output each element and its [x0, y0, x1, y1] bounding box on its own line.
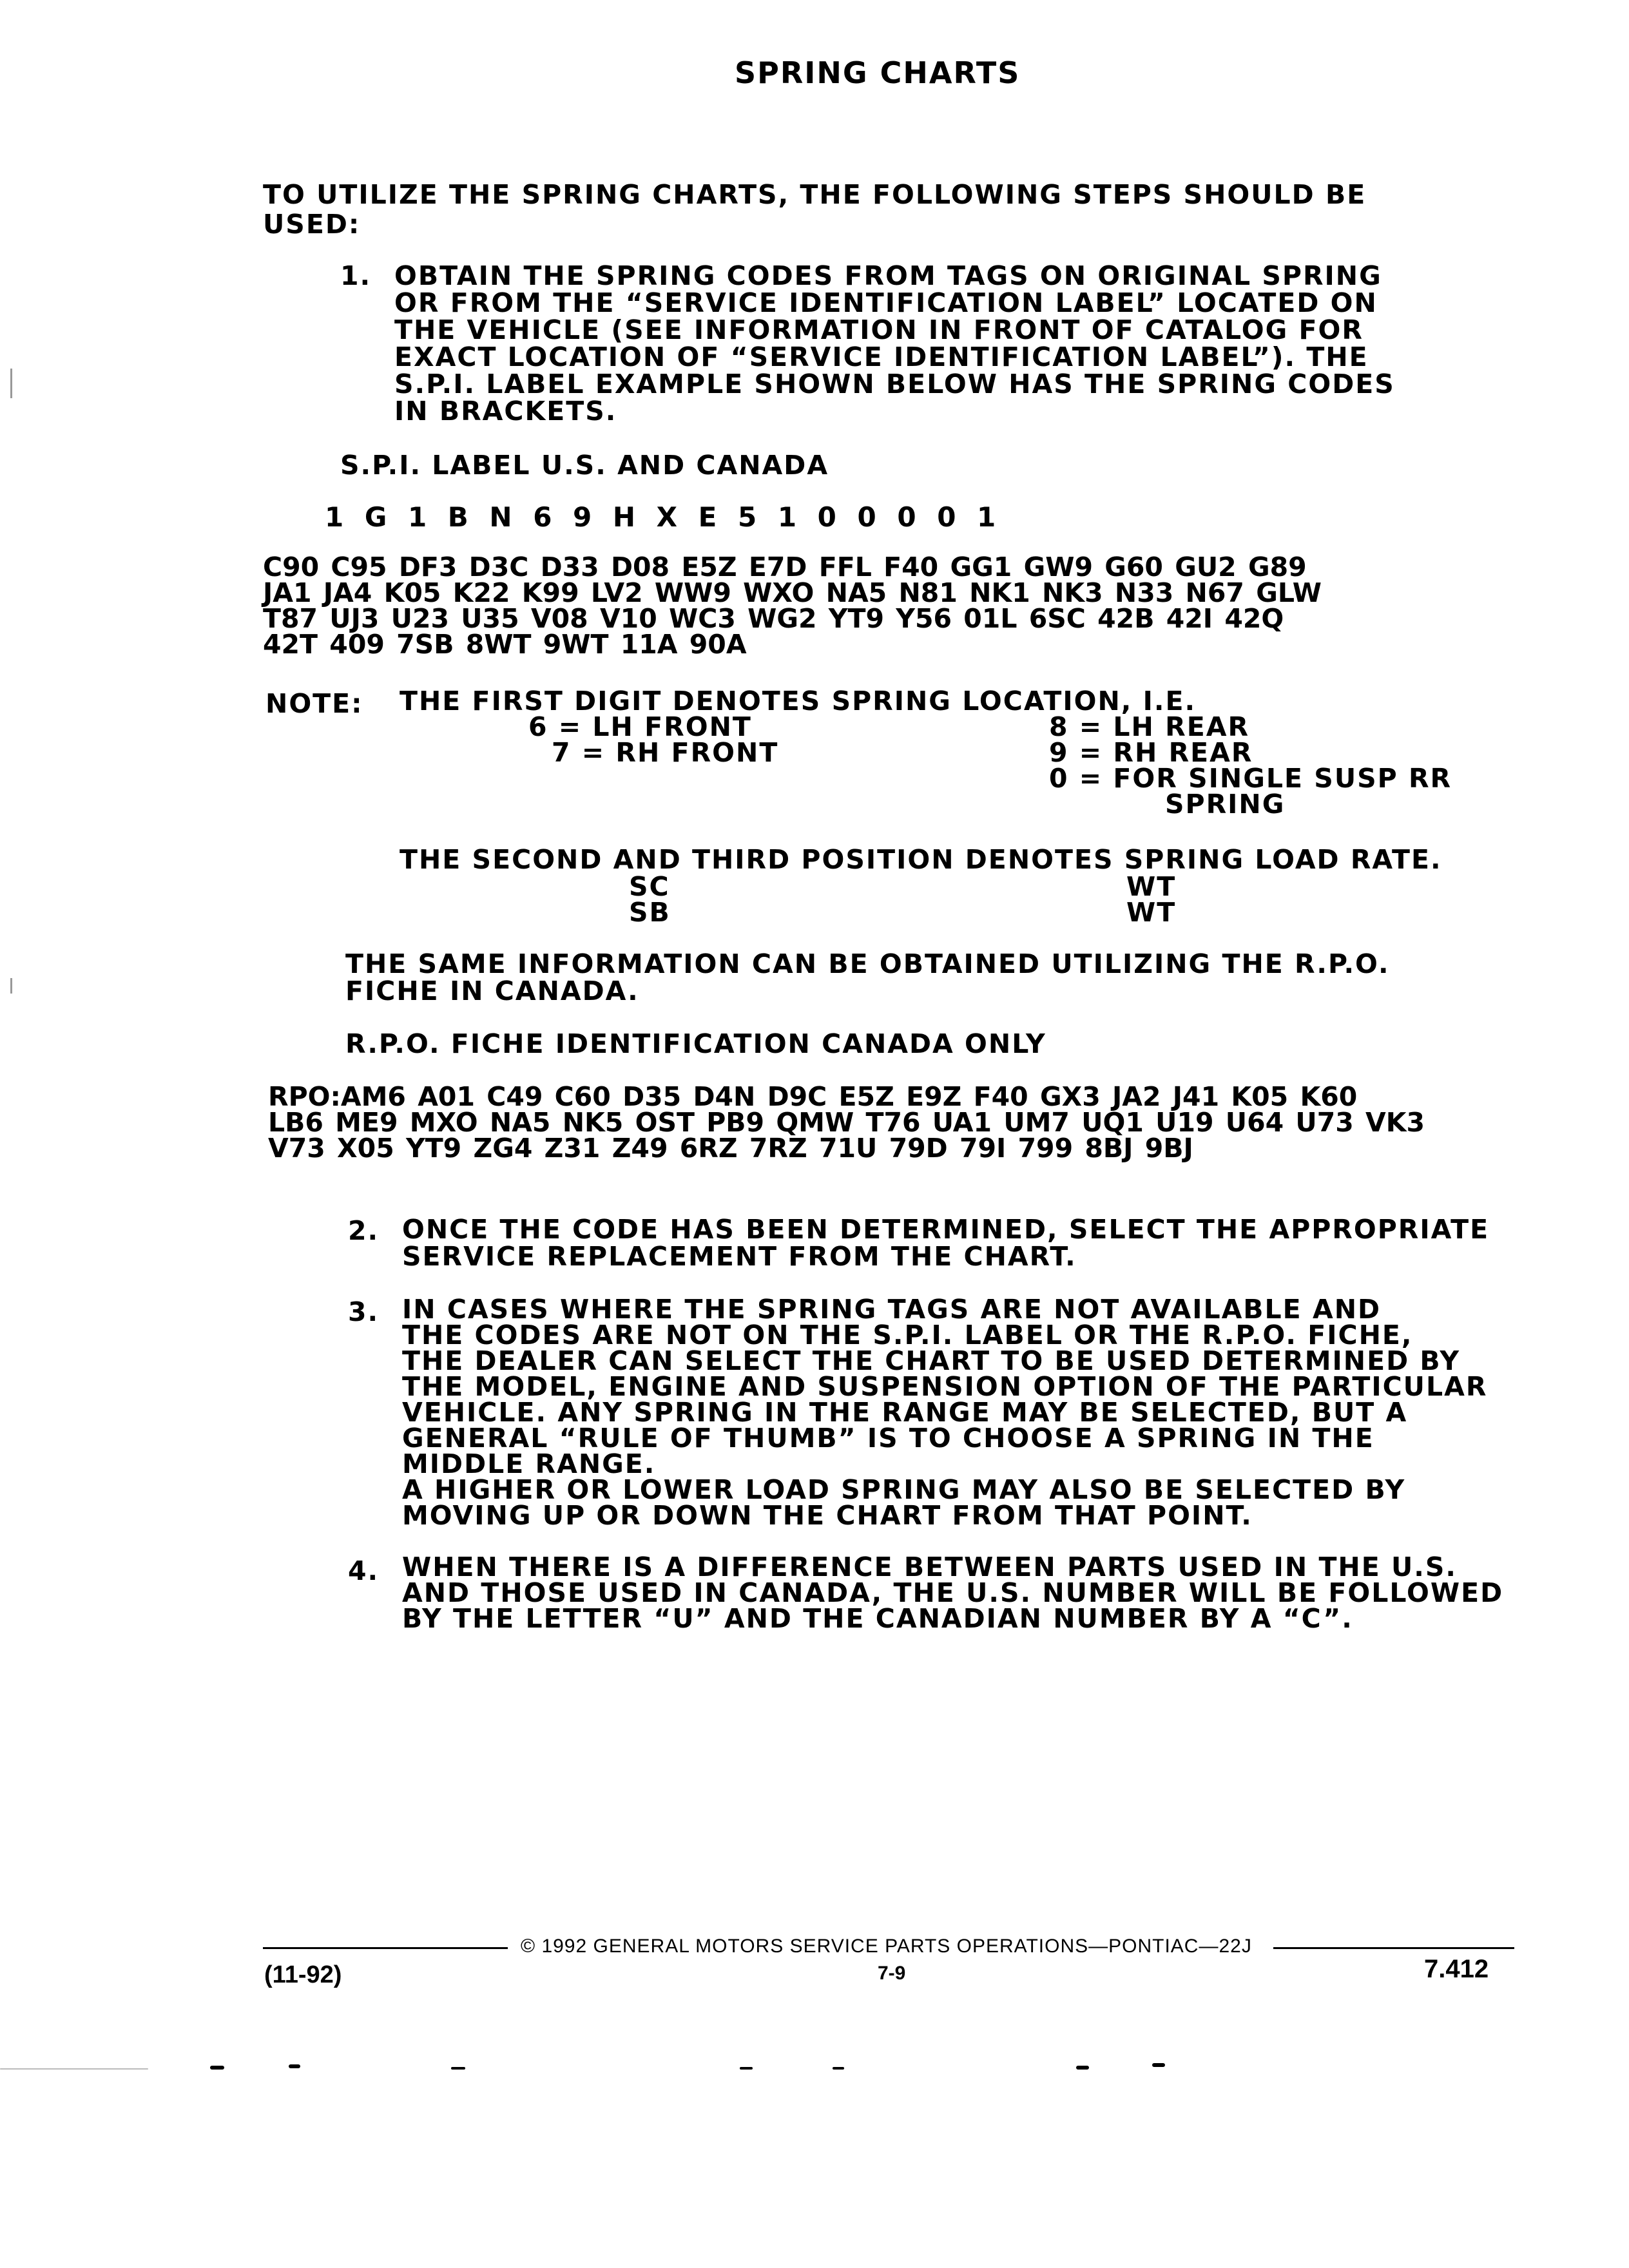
scan-artifact	[0, 2068, 148, 2070]
footer-rule-left	[263, 1947, 508, 1949]
step-3-line: VEHICLE. ANY SPRING IN THE RANGE MAY BE SELECTED, BUT A	[402, 1397, 1408, 1428]
step-3-number: 3.	[348, 1296, 380, 1327]
step-3-line: GENERAL “RULE OF THUMB” IS TO CHOOSE A SPRING IN THE	[402, 1423, 1374, 1454]
step-3-line: THE MODEL, ENGINE AND SUSPENSION OPTION OF THE PARTICULAR	[402, 1371, 1488, 1402]
rate-left: SB	[629, 897, 671, 928]
step-3-line: MIDDLE RANGE.	[402, 1448, 656, 1479]
rpo-heading: R.P.O. FICHE IDENTIFICATION CANADA ONLY	[345, 1028, 1046, 1059]
footer-rule-right	[1273, 1947, 1514, 1949]
footer-date: (11-92)	[264, 1961, 342, 1988]
step-4-line: AND THOSE USED IN CANADA, THE U.S. NUMBER WILL BE FOLLOWED	[402, 1577, 1504, 1608]
page-title: SPRING CHARTS	[735, 55, 1021, 90]
step-1-line: THE VEHICLE (SEE INFORMATION IN FRONT OF CATALOG FOR	[394, 314, 1364, 345]
note-label: NOTE:	[265, 688, 363, 719]
note-location-right: SPRING	[1165, 789, 1286, 820]
spi-codes-row: T87 UJ3 U23 U35 V08 V10 WC3 WG2 YT9 Y56 01L 6SC 42B 42I 42Q	[263, 603, 1284, 634]
vin-number: 1 G 1 B N 6 9 H X E 5 1 0 0 0 0 1	[325, 501, 998, 533]
step-1-number: 1.	[340, 260, 372, 291]
note-location-left: 6 = LH FRONT	[528, 711, 752, 742]
step-4-line: WHEN THERE IS A DIFFERENCE BETWEEN PARTS USED IN THE U.S.	[402, 1552, 1457, 1582]
step-1-line: OBTAIN THE SPRING CODES FROM TAGS ON ORIGINAL SPRING	[394, 260, 1382, 291]
spi-codes-row: C90 C95 DF3 D3C D33 D08 E5Z E7D FFL F40 GG1 GW9 G60 GU2 G89	[263, 552, 1307, 582]
note-location-right: 9 = RH REAR	[1049, 737, 1253, 768]
scan-artifact	[833, 2067, 844, 2070]
step-4-line: BY THE LETTER “U” AND THE CANADIAN NUMBER BY A “C”.	[402, 1603, 1353, 1634]
step-2-line: ONCE THE CODE HAS BEEN DETERMINED, SELECT THE APPROPRIATE	[402, 1214, 1490, 1245]
note-location-left: 7 = RH FRONT	[552, 737, 779, 768]
spi-codes-row: JA1 JA4 K05 K22 K99 LV2 WW9 WXO NA5 N81 NK1 NK3 N33 N67 GLW	[263, 577, 1322, 608]
step-1-line: EXACT LOCATION OF “SERVICE IDENTIFICATION LABEL”). THE	[394, 341, 1369, 372]
note-location-right: 0 = FOR SINGLE SUSP RR	[1049, 763, 1452, 794]
step-3-line: A HIGHER OR LOWER LOAD SPRING MAY ALSO BE SELECTED BY	[402, 1474, 1406, 1505]
scan-artifact	[740, 2067, 753, 2070]
intro-line-1: TO UTILIZE THE SPRING CHARTS, THE FOLLOWING STEPS SHOULD BE	[263, 179, 1367, 210]
step-3-line: THE DEALER CAN SELECT THE CHART TO BE USED DETERMINED BY	[402, 1345, 1461, 1376]
scan-artifact	[210, 2066, 224, 2070]
scan-artifact	[10, 369, 12, 398]
rate-left: SC	[629, 871, 670, 902]
footer-copyright: © 1992 GENERAL MOTORS SERVICE PARTS OPERATIONS—PONTIAC—22J	[521, 1936, 1252, 1957]
step-3-line: MOVING UP OR DOWN THE CHART FROM THAT POINT.	[402, 1500, 1253, 1531]
rpo-intro-line: FICHE IN CANADA.	[345, 975, 639, 1006]
spi-label-heading: S.P.I. LABEL U.S. AND CANADA	[340, 450, 829, 481]
scan-artifact	[451, 2067, 465, 2070]
rpo-codes-row: LB6 ME9 MXO NA5 NK5 OST PB9 QMW T76 UA1 UM7 UQ1 U19 U64 U73 VK3	[268, 1107, 1425, 1138]
scan-artifact	[1076, 2066, 1089, 2070]
step-1-line: OR FROM THE “SERVICE IDENTIFICATION LABEL” LOCATED ON	[394, 287, 1378, 318]
scan-artifact	[10, 978, 12, 994]
footer-section-number: 7.412	[1424, 1955, 1489, 1983]
note-location-right: 8 = LH REAR	[1049, 711, 1250, 742]
step-1-line: S.P.I. LABEL EXAMPLE SHOWN BELOW HAS THE SPRING CODES	[394, 369, 1395, 399]
spi-codes-row: 42T 409 7SB 8WT 9WT 11A 90A	[263, 629, 747, 660]
note-second-third: THE SECOND AND THIRD POSITION DENOTES SPRING LOAD RATE.	[400, 844, 1442, 875]
footer-page-number: 7-9	[878, 1963, 906, 1984]
intro-line-2: USED:	[263, 209, 361, 240]
rpo-codes-row: RPO:AM6 A01 C49 C60 D35 D4N D9C E5Z E9Z F40 GX3 JA2 J41 K05 K60	[268, 1081, 1358, 1112]
step-3-line: IN CASES WHERE THE SPRING TAGS ARE NOT AVAILABLE AND	[402, 1294, 1382, 1325]
step-4-number: 4.	[348, 1555, 380, 1586]
scan-artifact	[289, 2064, 300, 2068]
step-2-number: 2.	[348, 1215, 380, 1246]
rpo-codes-row: V73 X05 YT9 ZG4 Z31 Z49 6RZ 7RZ 71U 79D 79I 799 8BJ 9BJ	[268, 1133, 1193, 1164]
step-1-line: IN BRACKETS.	[394, 396, 617, 427]
note-first-digit: THE FIRST DIGIT DENOTES SPRING LOCATION, I.E.	[400, 686, 1197, 716]
rate-right: WT	[1126, 871, 1177, 902]
step-2-line: SERVICE REPLACEMENT FROM THE CHART.	[402, 1241, 1077, 1272]
rate-right: WT	[1126, 897, 1177, 928]
step-3-line: THE CODES ARE NOT ON THE S.P.I. LABEL OR THE R.P.O. FICHE,	[402, 1320, 1413, 1350]
scan-artifact	[1152, 2063, 1165, 2067]
rpo-intro-line: THE SAME INFORMATION CAN BE OBTAINED UTILIZING THE R.P.O.	[345, 948, 1390, 979]
